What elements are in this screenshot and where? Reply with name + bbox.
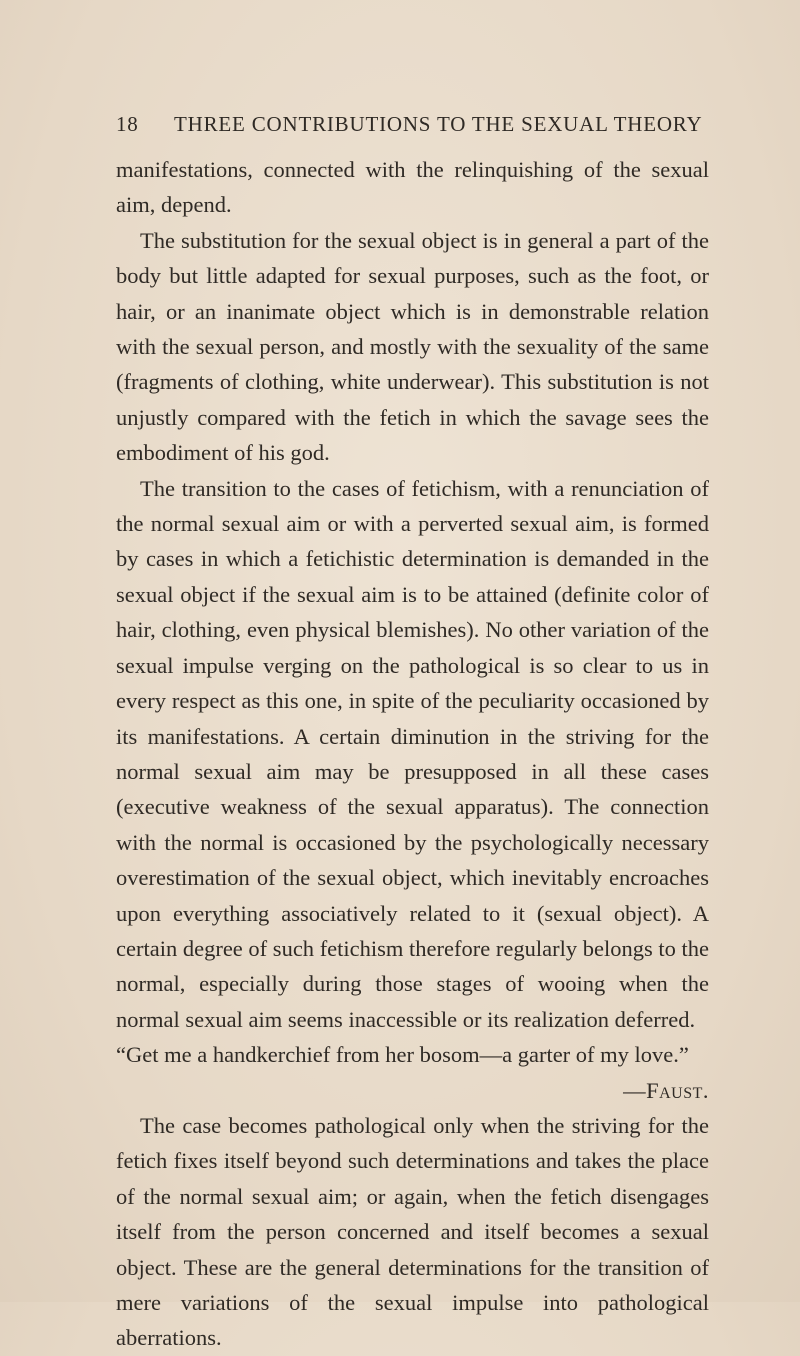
quote-attribution bbox=[116, 1073, 709, 1108]
paragraph-2: The substitution for the sexual object is in general a part of the body but little adapted for sexual purposes, such as the foot, or hair, or an inanimate object which is in demonstrable relation with the sexual person, and mostly with the sexuality of the same (fragments of clothing, white underwear). This substitution is not unjustly compared with the fetich in which the savage sees the embodiment of his god. bbox=[116, 227, 709, 466]
body-text bbox=[116, 152, 709, 1356]
quotation: “Get me a handkerchief from her bosom—a garter of my love.” bbox=[116, 1042, 689, 1068]
page-number: 18 bbox=[116, 112, 139, 136]
running-title: THREE CONTRIBUTIONS TO THE SEXUAL THEORY bbox=[174, 112, 703, 136]
paragraph-1: manifestations, connected with the relinquishing of the sexual aim, depend. bbox=[116, 157, 709, 218]
running-head bbox=[116, 112, 716, 137]
paragraph-4: The case becomes pathological only when the striving for the fetich fixes itself beyond such determinations and takes the place of the normal sexual aim; or again, when the fetich disengages itself from the person concerned and itself becomes a sexual object. These are the general determinations for the transition of mere variations of the sexual impulse into pathological aberrations. bbox=[116, 1112, 709, 1351]
paragraph-3: The transition to the cases of fetichism, with a renunciation of the normal sexual aim or with a perverted sexual aim, is formed by cases in which a fetichistic determination is demanded in the sexual object if the sexual aim is to be attained (definite color of hair, clothing, even physical blemishes). No other variation of the sexual impulse verging on the pathological is so clear to us in every respect as this one, in spite of the peculiarity occasioned by its manifestations. A certain diminution in the striving for the normal sexual aim may be presupposed in all these cases (executive weakness of the sexual apparatus). The connection with the normal is occasioned by the psychologically necessary overestimation of the sexual object, which inevitably encroaches upon everything associatively related to it (sexual object). A certain degree of such fetichism therefore regularly belongs to the normal, especially during those stages of wooing when the normal sexual aim seems inaccessible or its realization deferred. bbox=[116, 475, 709, 1032]
attribution-text: —Faust. bbox=[623, 1077, 709, 1103]
